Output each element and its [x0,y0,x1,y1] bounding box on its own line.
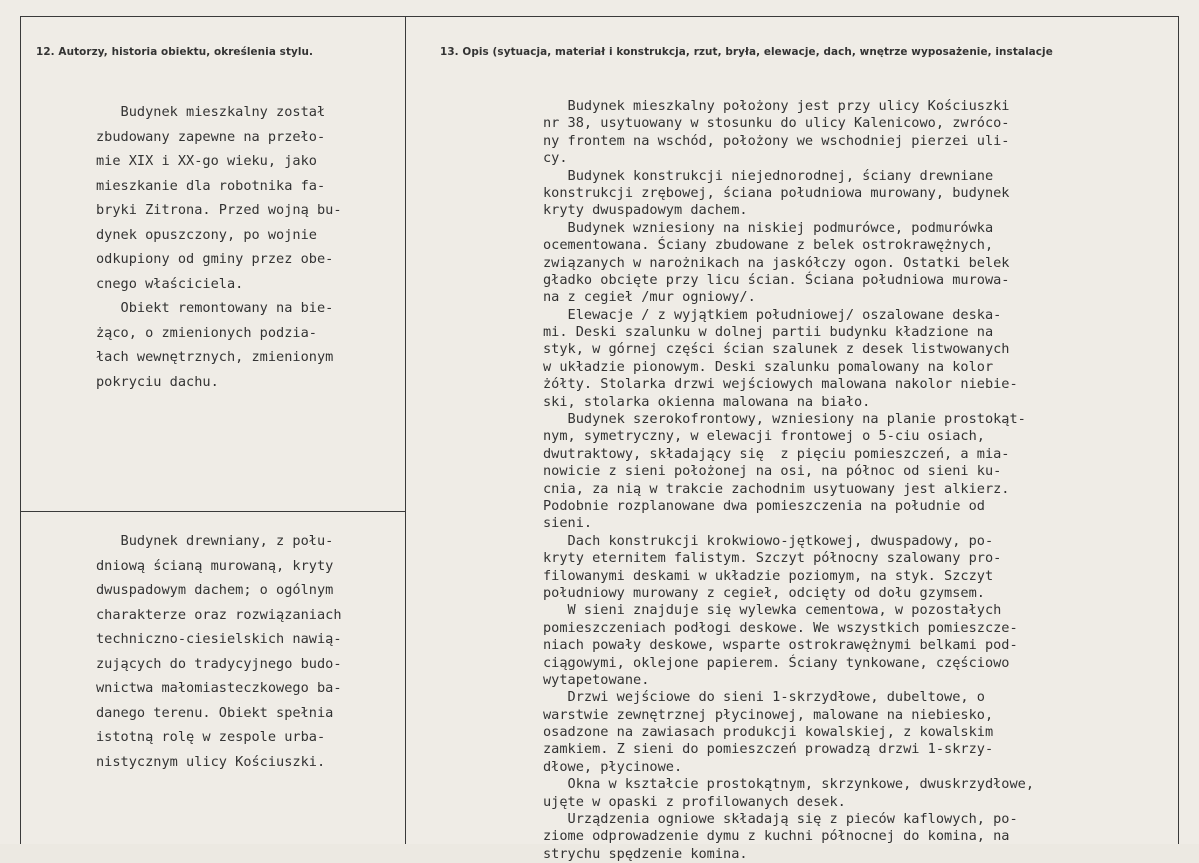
description-text-line: dłowe, płycinowe. [543,758,683,775]
description-text-line: ujęte w opaski z profilowanych desek. [543,793,846,810]
description-text-line: ocementowana. Ściany zbudowane z belek ostrokrawężnych, [543,237,994,254]
description-text-line: filowanymi deskami w układzie poziomym, na styk. Szczyt [543,567,994,584]
description-text-line: Podobnie rozplanowane dwa pomieszczenia na południe od [543,497,985,514]
description-text-line: sieni. [543,515,593,532]
description-text-line: Okna w kształcie prostokątnym, skrzynkowe, dwuskrzydłowe, [543,776,1035,793]
description-text-line: Elewacje / z wyjątkiem południowej/ oszalowane deska- [543,306,1002,323]
style-text-line: istotną rolę w zespole urba- [96,729,326,745]
description-text-line: nowicie z sieni położonej na osi, na północ od sieni ku- [543,463,1002,480]
style-text-line: Budynek drewniany, z połu- [96,533,334,549]
description-text-line: Drzwi wejściowe do sieni 1-skrzydłowe, dubeltowe, o [543,689,985,706]
description-text-line: styk, w górnej części ścian szalunek z desek listwowanych [543,341,1010,358]
left-section-divider [20,511,406,512]
style-text-line: dniową ścianą murowaną, kryty [96,557,334,574]
description-text-line: mi. Deski szalunku w dolnej partii budynku kładzione na [543,324,994,341]
history-text-line: mieszkanie dla robotnika fa- [96,177,326,194]
history-text-line: łach wewnętrznych, zmienionym [96,349,334,365]
style-text-line: danego terenu. Obiekt spełnia [96,704,334,721]
description-text-line: zamkiem. Z sieni do pomieszczeń prowadzą drzwi 1-skrzy- [543,741,994,758]
history-text-line: odkupiony od gminy przez obe- [96,251,334,267]
description-text-line: Budynek konstrukcji niejednorodnej, ściany drewniane [543,167,994,184]
frame-top-border [20,16,1179,17]
history-text-line: pokryciu dachu. [96,373,219,390]
style-text-line: wnictwa małomiasteczkowego ba- [96,680,342,696]
description-text [543,98,1034,863]
history-text-line: zbudowany zapewne na przeło- [96,128,326,145]
description-text-line: pomieszczeniach podłogi deskowe. We wszystkich pomieszcze- [543,619,1018,636]
description-text-line: w układzie pionowym. Deski szalunku pomalowany na kolor [543,358,994,375]
style-text-line: charakterze oraz rozwiązaniach [96,606,342,623]
description-text-line: Dach konstrukcji krokwiowo-jętkowej, dwuspadowy, po- [543,532,994,549]
description-text-line: żółty. Stolarka drzwi wejściowych malowana nakolor niebie- [543,376,1018,393]
history-text [96,100,342,394]
history-text-line: Budynek mieszkalny został [96,104,326,120]
description-text-line: ziome odprowadzenie dymu z kuchni północnej do komina, na [543,828,1010,845]
description-text-line: Urządzenia ogniowe składają się z pieców kaflowych, po- [543,811,1018,828]
description-text-line: strychu spędzenie komina. [543,845,748,862]
description-text-line: niach powały deskowe, wsparte ostrokrawężnymi belkami pod- [543,637,1018,654]
style-text-line: zujących do tradycyjnego budo- [96,655,342,672]
description-text-line: południowy murowany z cegieł, odcięty od dołu gzymsem. [543,584,985,601]
history-text-line: żąco, o zmienionych podzia- [96,324,317,341]
description-text-line: na z cegieł /mur ogniowy/. [543,289,756,306]
column-divider [405,16,406,844]
style-text-line: techniczno-ciesielskich nawią- [96,631,342,647]
style-assessment-text [96,529,342,774]
description-text-line: nym, symetryczny, w elewacji frontowej o 5-ciu osiach, [543,428,985,445]
frame-right-border [1178,16,1179,844]
description-text-line: cy. [543,150,568,167]
description-text-line: związanych w narożnikach na jaskółczy ogon. Ostatki belek [543,254,1010,271]
description-text-line: osadzone na zawiasach produkcji kowalskiej, z kowalskim [543,724,994,741]
description-text-line: Budynek mieszkalny położony jest przy ulicy Kościuszki [543,98,1010,114]
description-text-line: konstrukcji zrębowej, ściana południowa murowany, budynek [543,184,1010,201]
frame-left-border [20,16,21,844]
description-text-line: warstwie zewnętrznej płycinowej, malowane na niebiesko, [543,706,994,723]
section-13-header: 13. Opis (sytuacja, materiał i konstrukcja, rzut, bryła, elewacje, dach, wnętrze wyposażenie, instalacje [440,46,1053,58]
description-text-line: Budynek szerokofrontowy, wzniesiony na planie prostokąt- [543,411,1026,428]
description-text-line: ny frontem na wschód, położony we wschodniej pierzei uli- [543,132,1010,149]
description-text-line: wytapetowane. [543,671,650,688]
description-text-line: nr 38, usytuowany w stosunku do ulicy Kalenicowo, zwróco- [543,115,1010,132]
history-text-line: Obiekt remontowany na bie- [96,300,334,316]
description-text-line: W sieni znajduje się wylewka cementowa, w pozostałych [543,602,1002,619]
style-text-line: dwuspadowym dachem; o ogólnym [96,582,334,598]
description-text-line: kryty dwuspadowym dachem. [543,202,748,219]
description-text-line: ciągowymi, oklejone papierem. Ściany tynkowane, częściowo [543,654,1010,671]
history-text-line: cnego właściciela. [96,275,244,292]
description-text-line: kryty eternitem falistym. Szczyt północny szalowany pro- [543,550,1002,567]
history-text-line: bryki Zitrona. Przed wojną bu- [96,202,342,218]
history-text-line: mie XIX i XX-go wieku, jako [96,153,317,169]
history-text-line: dynek opuszczony, po wojnie [96,226,317,243]
description-text-line: cnia, za nią w trakcie zachodnim usytuowany jest alkierz. [543,480,1010,497]
description-text-line: ski, stolarka okienna malowana na biało. [543,393,871,410]
section-12-header: 12. Autorzy, historia obiektu, określenia stylu. [36,46,314,58]
description-text-line: gładko obcięte przy licu ścian. Ściana południowa murowa- [543,271,1010,288]
description-text-line: Budynek wzniesiony na niskiej podmurówce, podmurówka [543,219,994,236]
style-text-line: nistycznym ulicy Kościuszki. [96,753,326,770]
description-text-line: dwutraktowy, składający się z pięciu pomieszczeń, a mia- [543,445,1010,462]
